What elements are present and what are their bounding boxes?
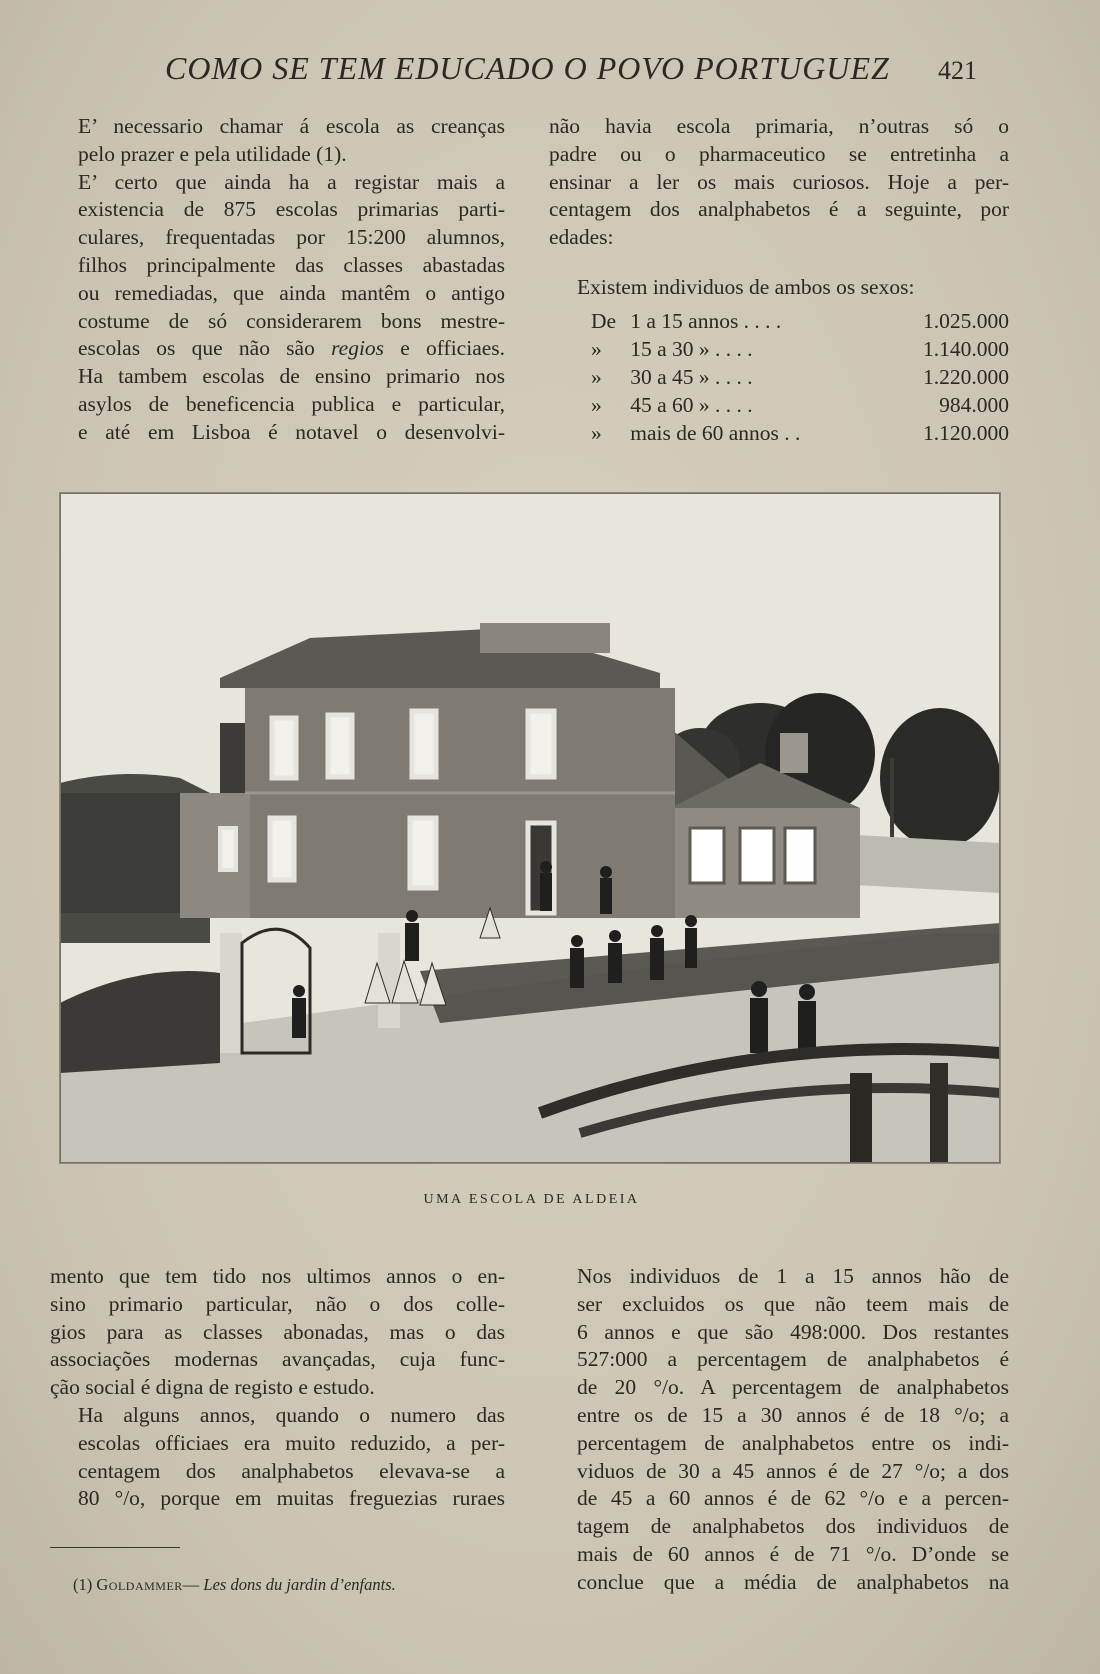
paragraph [50, 1402, 505, 1513]
text-line: asylos de beneficencia publica e particular, [78, 391, 505, 416]
table-row [549, 308, 1009, 336]
text-line: e até em Lisboa é notavel o desenvolvi- [78, 419, 505, 444]
text-line: Ha tambem escolas de ensino primario nos [78, 364, 505, 389]
age-range: 15 a 30 » . . . . [630, 336, 753, 361]
running-title: COMO SE TEM EDUCADO O POVO PORTUGUEZ [165, 50, 890, 86]
text-line: mento que tem tido nos ultimos annos o en- [50, 1264, 505, 1288]
age-range: 45 a 60 » . . . . [630, 392, 753, 417]
row-label: » [591, 420, 602, 445]
italic-word: regios [331, 336, 385, 361]
population-value: 1.220.000 [923, 364, 1009, 389]
text-line: mais de 60 annos é de 71 °/o. D’onde se [577, 1541, 1009, 1566]
paragraph [549, 113, 1009, 252]
text-line: Ha alguns annos, quando o numero das [78, 1402, 505, 1427]
text-line: filhos principalmente das classes abastadas [78, 252, 505, 277]
table-row [549, 336, 1009, 364]
text-line: ensinar a ler os mais curiosos. Hoje a per- [549, 169, 1009, 194]
text-column-bottom-left [50, 1263, 505, 1513]
row-label: » [591, 364, 602, 389]
text-line: edades: [549, 225, 614, 250]
text-line: sino primario particular, não o dos colle- [50, 1291, 505, 1316]
text-line: centagem dos analphabetos elevava-se a [78, 1458, 505, 1483]
text-line: 527:000 a percentagem de analphabetos é [577, 1347, 1009, 1372]
text-line: ser excluidos os que não teem mais de [577, 1291, 1009, 1316]
text-line: Nos individuos de 1 a 15 annos hão de [577, 1264, 1009, 1288]
text-line: culares, frequentadas por 15:200 alumnos, [78, 225, 505, 250]
text-line: pelo prazer e pela utilidade (1). [78, 141, 347, 166]
text-column-bottom-right [549, 1263, 1009, 1597]
age-range: mais de 60 annos . . [630, 420, 801, 445]
text-line: tagem de analphabetos dos individuos de [577, 1514, 1009, 1539]
text-line: gios para as classes abonadas, mas o das [50, 1319, 505, 1344]
footnote-author: Goldammer [96, 1575, 183, 1594]
text-line: não havia escola primaria, n’outras só o [549, 114, 1009, 138]
paragraph [549, 1263, 1009, 1597]
text-line: de 45 a 60 annos é de 62 °/o e a percen- [577, 1486, 1009, 1511]
illiteracy-age-table [549, 308, 1009, 448]
population-value: 1.120.000 [923, 420, 1009, 445]
text-line: ou remediadas, que ainda mantêm o antigo [78, 280, 505, 305]
figure-caption: UMA ESCOLA DE ALDEIA [423, 1192, 640, 1207]
village-school-photo [60, 493, 1000, 1163]
row-label: » [591, 336, 602, 361]
photo-illustration [60, 493, 1000, 1163]
stats-intro: Existem individuos de ambos os sexos: [577, 274, 915, 299]
text-line: 6 annos e que são 498:000. Dos restantes [577, 1319, 1009, 1344]
paragraph [50, 113, 505, 169]
paragraph [50, 169, 505, 447]
table-row [549, 364, 1009, 392]
footnote-marker: (1) [73, 1575, 93, 1594]
text-column-top-left [50, 113, 505, 447]
text-line: 80 °/o, porque em muitas freguezias ruraes [78, 1486, 505, 1511]
text-line: ção social é digna de registo e estudo. [50, 1375, 375, 1400]
population-value: 984.000 [939, 392, 1009, 417]
text-line: padre ou o pharmaceutico se entretinha a [549, 141, 1009, 166]
text-line: associações modernas avançadas, cuja func- [50, 1347, 505, 1372]
age-range: 1 a 15 annos . . . . [630, 308, 782, 333]
text-line: percentagem de analphabetos entre os indi- [577, 1430, 1009, 1455]
text-line: escolas officiaes era muito reduzido, a per- [78, 1430, 505, 1455]
footnote-title: Les dons du jardin d’enfants. [203, 1575, 396, 1594]
text-line: escolas os que não são regios e officiaes. [78, 336, 506, 361]
text-line: entre os de 15 a 30 annos é de 18 °/o; a [577, 1402, 1009, 1427]
footnote-dash: — [182, 1575, 200, 1594]
footnote-rule [50, 1547, 180, 1548]
population-value: 1.140.000 [923, 336, 1009, 361]
page-header [0, 50, 1100, 90]
text-line: centagem dos analphabetos é a seguinte, por [549, 197, 1009, 222]
text-column-top-right [549, 113, 1009, 448]
population-value: 1.025.000 [923, 308, 1009, 333]
row-label: » [591, 392, 602, 417]
text-line: conclue que a média de analphabetos na [577, 1569, 1009, 1594]
age-range: 30 a 45 » . . . . [630, 364, 753, 389]
paragraph [50, 1263, 505, 1402]
text-line: E’ necessario chamar á escola as creanças [78, 114, 505, 138]
text-line: de 20 °/o. A percentagem de analphabetos [577, 1375, 1009, 1400]
table-row [549, 420, 1009, 448]
table-row [549, 392, 1009, 420]
text-line: existencia de 875 escolas primarias parti- [78, 197, 505, 222]
page-number: 421 [938, 56, 977, 85]
text-line: E’ certo que ainda ha a registar mais a [78, 169, 505, 194]
text-line: viduos de 30 a 45 annos é de 27 °/o; a dos [577, 1458, 1009, 1483]
row-label: De [591, 308, 617, 333]
text-line: costume de só considerarem bons mestre- [78, 308, 505, 333]
footnote [73, 1575, 396, 1595]
